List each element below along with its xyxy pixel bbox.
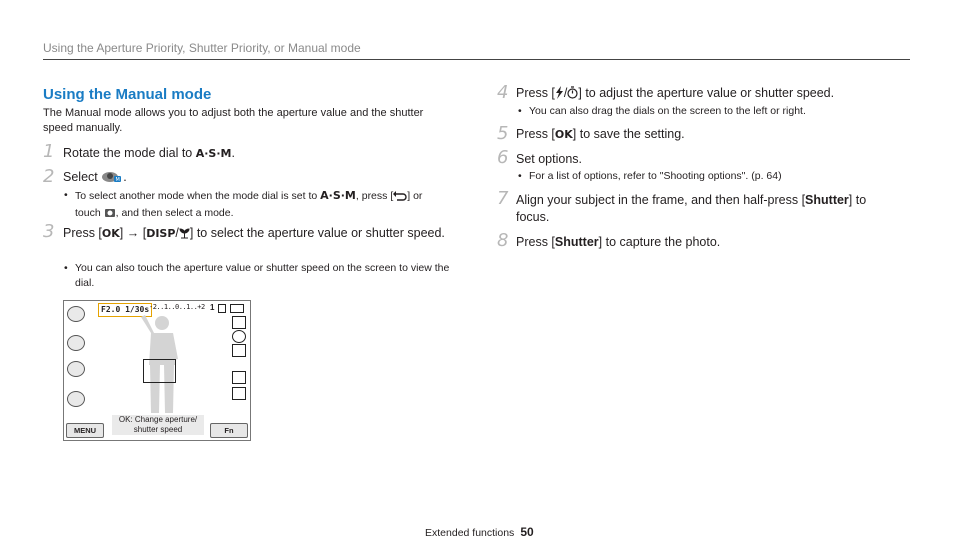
svg-text:M: M (115, 177, 121, 183)
timer-icon (67, 391, 85, 407)
step-number: 3 (43, 221, 55, 242)
step-number: 7 (497, 188, 509, 209)
step-2 (63, 169, 127, 188)
footer-section: Extended functions (425, 527, 515, 539)
ok-key-icon: OK (554, 128, 573, 141)
shot-count: 1 (210, 303, 215, 312)
aperture-shutter-value[interactable]: F2.0 1/30s (98, 303, 152, 317)
step-number: 1 (43, 141, 55, 162)
step-text: ] to capture the photo. (598, 235, 721, 249)
bullet-step-3: • You can also touch the aperture value or shutter speed on the screen to view the dial. (75, 261, 455, 291)
step-text: Press [ (63, 226, 102, 240)
mode-asm-icon: A·S·M (195, 147, 232, 160)
mode-icon (104, 207, 116, 223)
step-5 (516, 126, 685, 143)
step-text: ] to select the aperture value or shutter speed. (189, 226, 445, 240)
step-3: Press [OK] → [DISP/ ] to select the aperture value or shutter speed. (63, 225, 448, 244)
metering-icon (232, 387, 246, 400)
step-text: ] → [ (119, 226, 147, 240)
breadcrumb: Using the Aperture Priority, Shutter Priority, or Manual mode (43, 41, 361, 55)
step-number: 2 (43, 166, 55, 187)
back-icon (393, 190, 407, 206)
ok-key-icon: OK (101, 227, 120, 240)
resolution-icon (232, 316, 246, 329)
memory-card-icon (218, 304, 226, 313)
page-number: 50 (520, 525, 534, 539)
bullet-text: To select another mode when the mode dial is set to (75, 190, 321, 202)
bullet-text: , press [ (355, 190, 394, 202)
exposure-scale: -2..1..0..1..+2 (149, 303, 205, 311)
macro-icon (179, 227, 190, 244)
step-8 (516, 234, 720, 251)
scene-icon (67, 335, 85, 351)
bullet-step-6: • For a list of options, refer to "Shooting options". (p. 64) (529, 169, 899, 184)
manual-mode-icon (67, 306, 85, 322)
ois-icon (232, 371, 246, 384)
screen-hint: OK: Change aperture/ shutter speed (112, 415, 204, 435)
step-text: ] to save the setting. (572, 127, 685, 141)
page-footer (425, 525, 534, 539)
battery-icon (230, 304, 244, 313)
mode-asm-icon: A·S·M (320, 189, 356, 202)
flash-icon (555, 86, 564, 104)
step-text: . (123, 170, 127, 184)
step-7 (516, 192, 896, 226)
step-6: Set options. (516, 152, 583, 166)
menu-button[interactable]: MENU (66, 423, 104, 438)
camera-screen (63, 300, 251, 441)
bullet-text: ] or touch (75, 190, 423, 219)
header-divider (43, 59, 910, 60)
focus-frame (143, 359, 176, 383)
bullet-step-4: • You can also drag the dials on the screen to the left or right. (529, 104, 899, 119)
fn-button[interactable]: Fn (210, 423, 248, 438)
timer-icon (567, 86, 578, 104)
step-text: Select (63, 170, 102, 184)
step-text: . (231, 146, 235, 160)
face-detect-icon (67, 361, 85, 377)
iso-icon (232, 344, 246, 357)
section-title: Using the Manual mode (43, 86, 212, 103)
bullet-step-2 (75, 188, 445, 223)
manual-mode-icon (101, 169, 123, 188)
step-text: Press [ (516, 86, 555, 100)
bullet-text: , and then select a mode. (115, 207, 234, 219)
step-text: Press [ (516, 127, 555, 141)
step-text: Rotate the mode dial to (63, 146, 196, 160)
step-number: 4 (497, 82, 509, 103)
shutter-key: Shutter (805, 193, 849, 207)
flash-off-icon (232, 330, 246, 343)
section-intro: The Manual mode allows you to adjust both the aperture value and the shutter speed manually. (43, 107, 424, 134)
disp-key-icon: DISP (146, 227, 176, 240)
step-text: Align your subject in the frame, and then half-press [ (516, 193, 806, 207)
step-number: 8 (497, 230, 509, 251)
step-text: Press [ (516, 235, 555, 249)
step-text: ] to focus. (516, 193, 867, 224)
shutter-key: Shutter (554, 235, 599, 249)
step-number: 5 (497, 123, 509, 144)
step-number: 6 (497, 147, 509, 168)
step-text: ] to adjust the aperture value or shutter speed. (578, 86, 835, 100)
step-4: Press [ / ] to adjust the aperture value or shutter speed. (516, 85, 896, 104)
step-1 (63, 145, 235, 162)
